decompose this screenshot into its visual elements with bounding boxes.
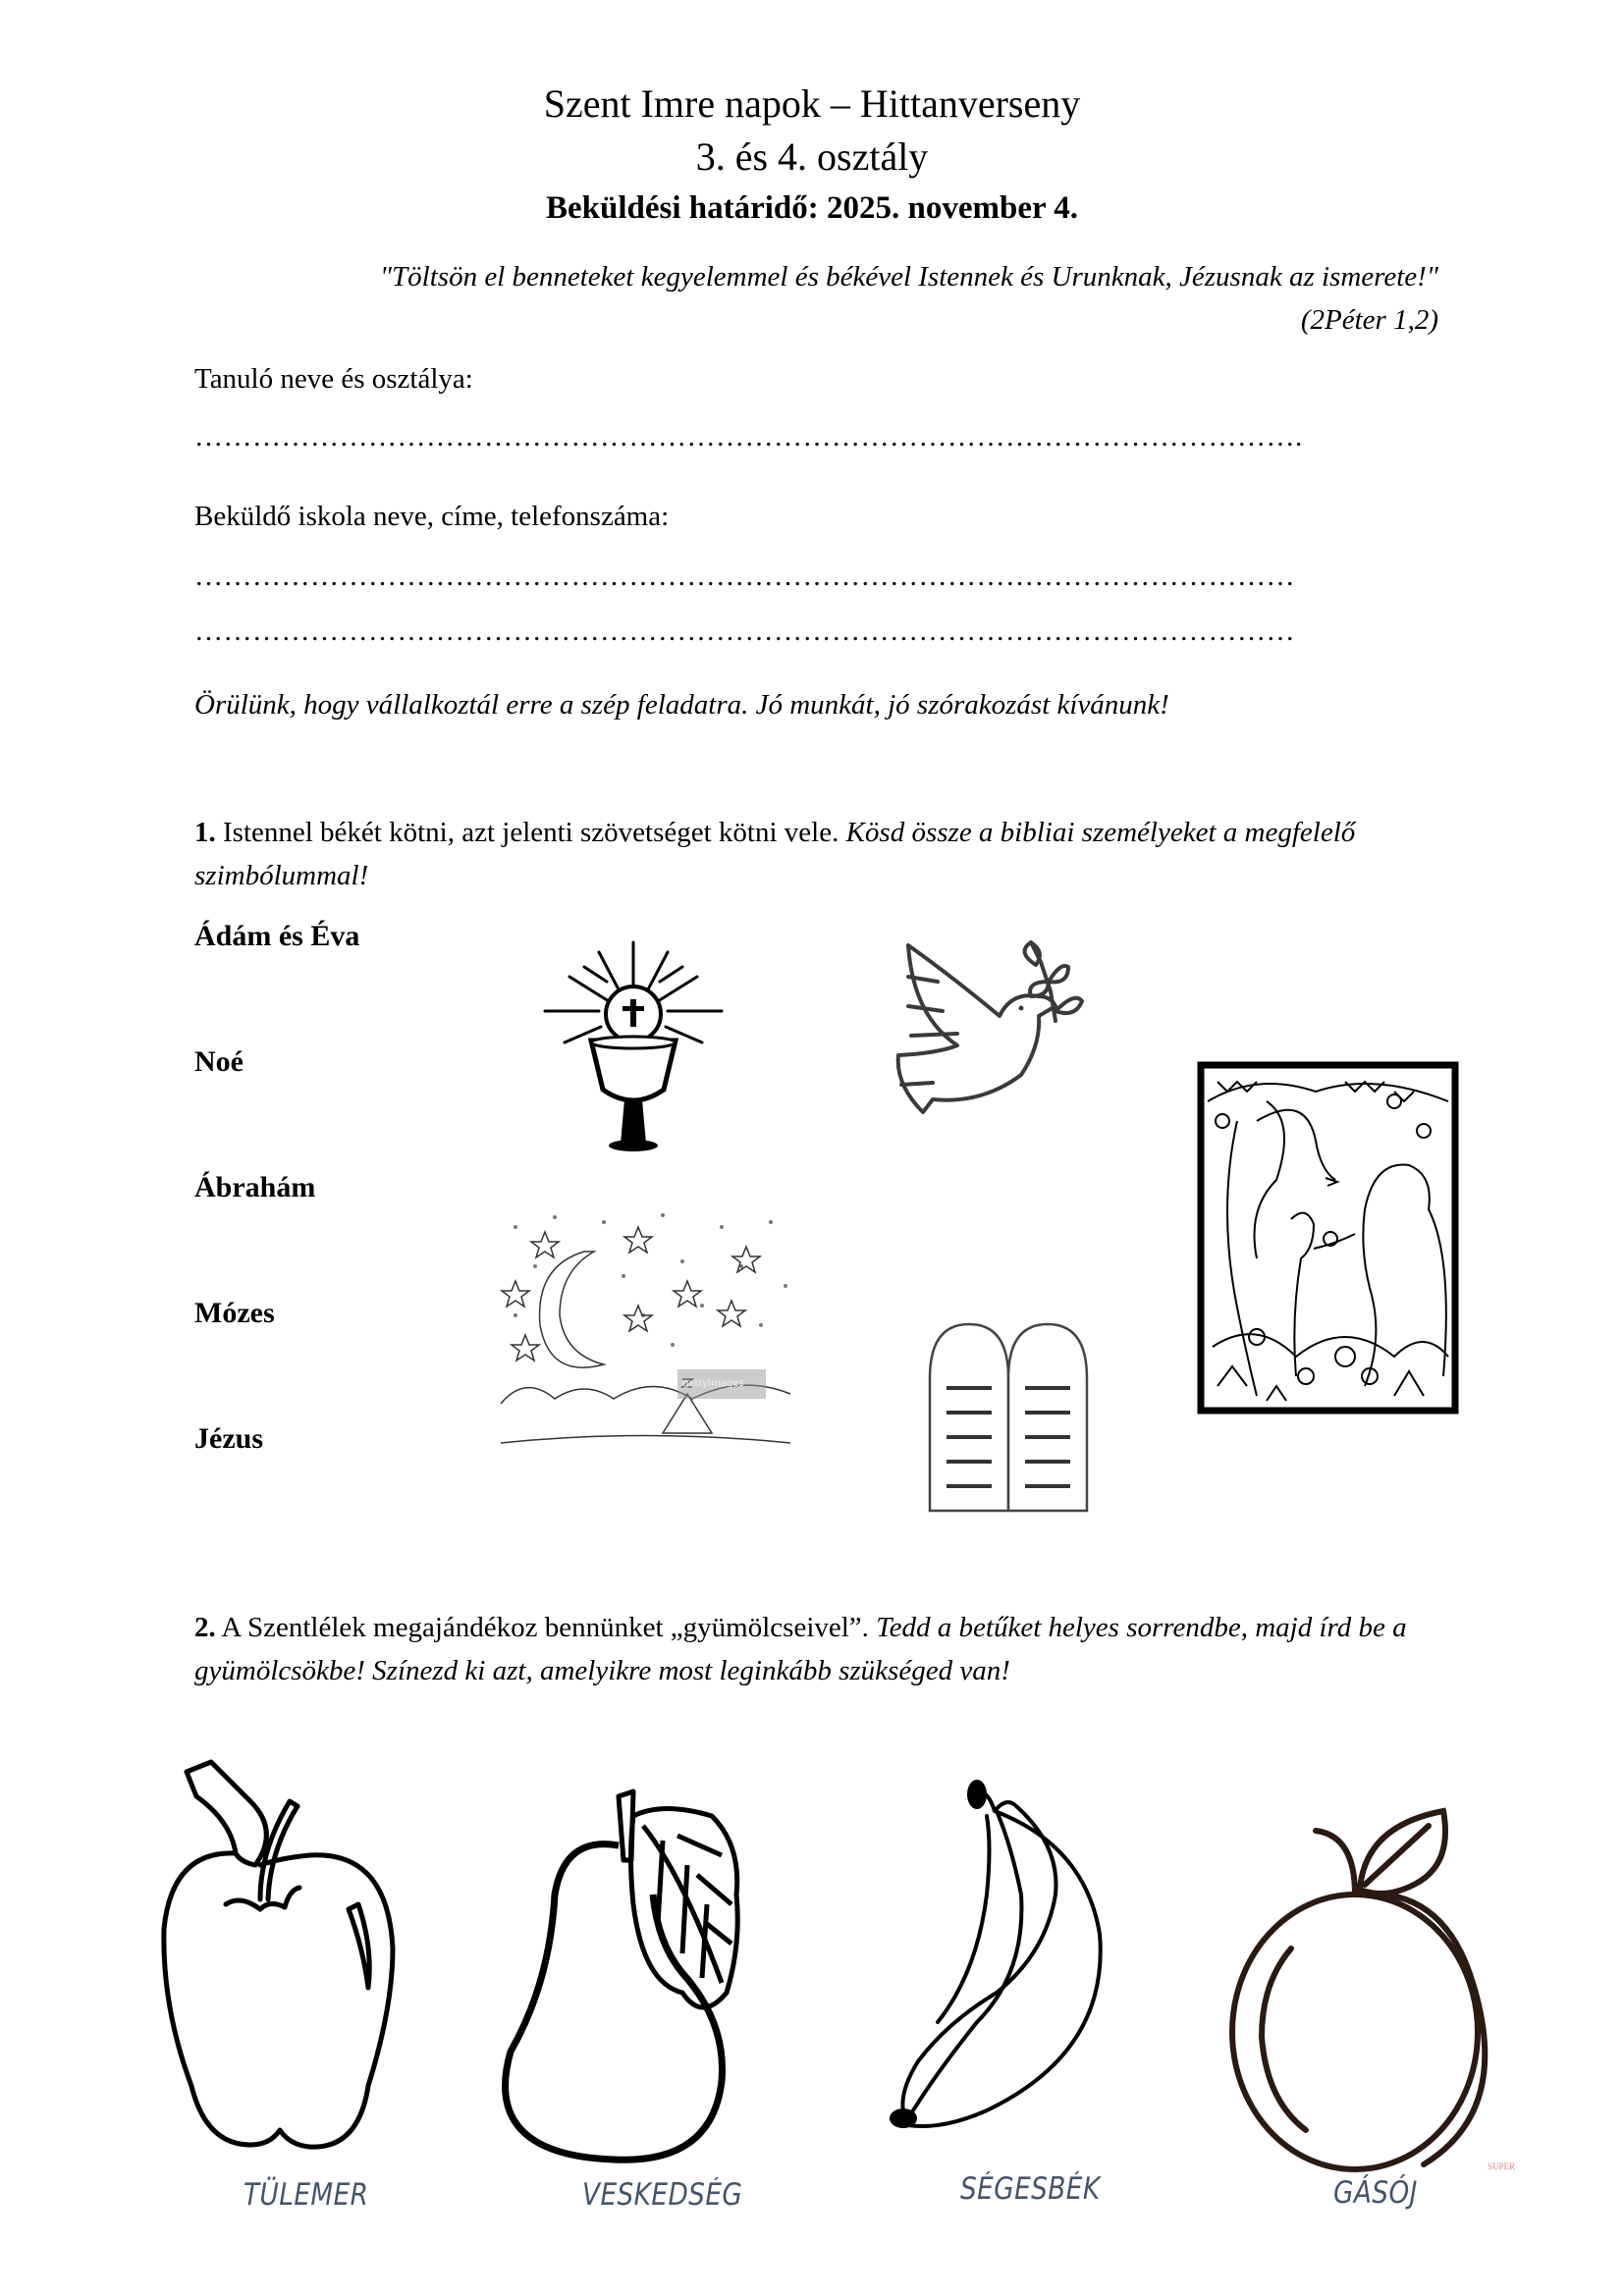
starry-night-tent-icon xyxy=(496,1207,795,1458)
person-adam-eve: Ádám és Éva xyxy=(194,920,360,952)
bible-quote xyxy=(196,255,1438,342)
submission-deadline: Beküldési határidő: 2025. november 4. xyxy=(545,190,1079,226)
school-info-label: Beküldő iskola neve, címe, telefonszáma: xyxy=(194,501,670,532)
task-2-number: 2. xyxy=(194,1612,216,1643)
task-1-number: 1. xyxy=(194,817,216,848)
dove-with-olive-branch-icon xyxy=(893,937,1100,1134)
scrambled-word-banana: SÉGESBÉK xyxy=(960,2171,1101,2207)
student-name-label: Tanuló neve és osztálya: xyxy=(194,363,473,395)
scrambled-word-pear: VESKEDSÉG xyxy=(582,2177,743,2213)
task-2-instruction: Tedd a betűket helyes sorrendbe, majd írd be a gyümölcsökbe! Színezd ki azt, amelyikre most leginkább szükséged van! xyxy=(194,1612,1407,1686)
apple-outline[interactable] xyxy=(152,1752,447,2160)
supercoloring-watermark: SUPER xyxy=(1488,2162,1516,2171)
school-info-field-1[interactable]: …………………………………………………………………………………………………… xyxy=(194,561,1295,591)
person-noah: Noé xyxy=(194,1045,244,1078)
student-name-field[interactable]: ……………………………………………………………………………………………………. xyxy=(194,422,1303,452)
school-info-field-2[interactable]: …………………………………………………………………………………………………… xyxy=(194,616,1295,646)
person-moses: Mózes xyxy=(194,1297,275,1329)
grade-subtitle: 3. és 4. osztály xyxy=(695,134,929,179)
page-title: Szent Imre napok – Hittanverseny xyxy=(543,81,1081,126)
chalice-icon xyxy=(540,933,727,1158)
adam-and-eve-illustration xyxy=(1198,1062,1458,1414)
scrambled-word-peach: GÁSÓJ xyxy=(1333,2175,1418,2211)
person-jesus: Jézus xyxy=(194,1422,263,1455)
pear-outline[interactable] xyxy=(486,1767,771,2169)
stone-tablets-icon xyxy=(915,1319,1082,1512)
quote-reference: (2Péter 1,2) xyxy=(1300,304,1438,336)
task-2-prompt xyxy=(194,1606,1441,1692)
greeting-text: Örülünk, hogy vállalkoztál erre a szép feladatra. Jó munkát, jó szórakozást kívánunk! xyxy=(194,689,1169,721)
task-1-text: Istennel békét kötni, azt jelenti szövetséget kötni vele. xyxy=(215,817,846,848)
peach-outline[interactable] xyxy=(1218,1787,1542,2169)
image-watermark: gettyimages xyxy=(682,1378,744,1389)
task-1-prompt xyxy=(194,811,1441,897)
task-1-instruction: Kösd össze a bibliai személyeket a megfelelő szimbólummal! xyxy=(194,817,1356,891)
person-abraham: Ábrahám xyxy=(194,1171,316,1203)
task-2-text: A Szentlélek megajándékoz bennünket „gyümölcseivel”. xyxy=(215,1612,877,1643)
scrambled-word-apple: TÜLEMER xyxy=(244,2177,369,2213)
banana-outline[interactable] xyxy=(889,1777,1193,2169)
quote-text: "Töltsön el benneteket kegyelemmel és békével Istennek és Urunknak, Jézusnak az ismerete!" xyxy=(379,261,1438,293)
